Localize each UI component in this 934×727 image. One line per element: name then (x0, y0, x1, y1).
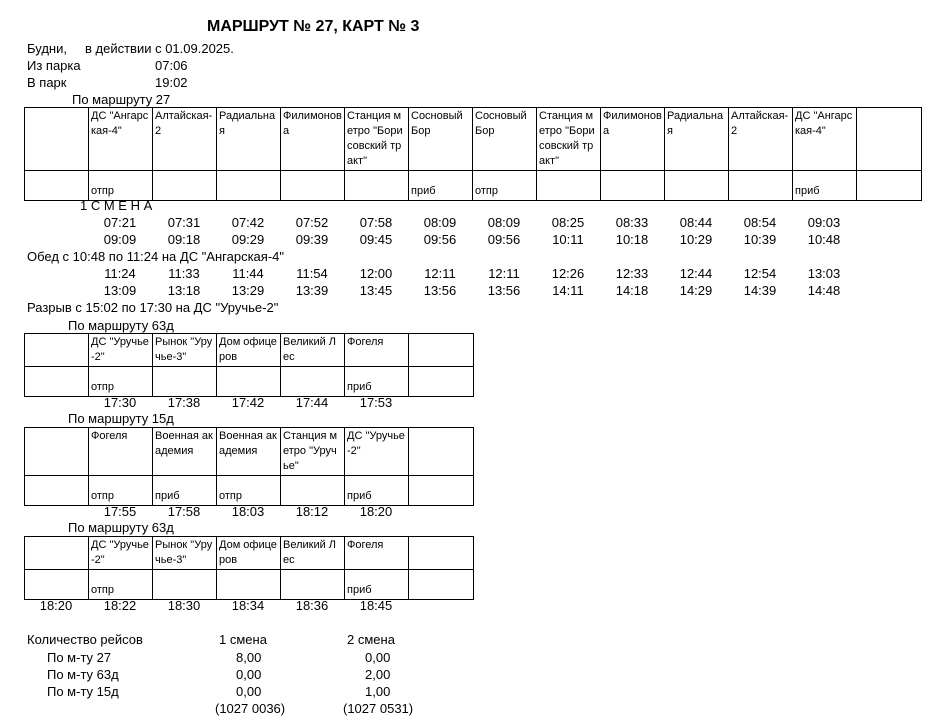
empty-cell (409, 334, 474, 367)
time-cell: 13:56 (487, 283, 521, 298)
time-cell: 09:18 (167, 232, 201, 247)
stop-name-cell: Сосновый Бор (473, 108, 537, 171)
summary-row-v1: 0,00 (236, 667, 262, 682)
time-cell: 12:33 (615, 266, 649, 281)
time-cell: 12:11 (488, 266, 520, 281)
time-cell: 17:44 (295, 395, 329, 410)
stop-name-cell: Радиальная (665, 108, 729, 171)
stop-name-cell: Филимонова (281, 108, 345, 171)
summary-code2: (1027 0531) (343, 701, 414, 716)
time-cell: 13:18 (167, 283, 201, 298)
stop-name-cell: Рынок "Уручье-3" (153, 334, 217, 367)
stop-name-cell: Фогеля (89, 428, 153, 476)
empty-cell (25, 570, 89, 600)
stop-name-cell: Алтайская-2 (729, 108, 793, 171)
time-cell: 18:34 (231, 598, 265, 613)
empty-cell (25, 171, 89, 201)
time-cell: 10:11 (552, 232, 584, 247)
time-cell: 11:44 (232, 266, 264, 281)
stop-mark-cell (153, 171, 217, 201)
summary-row-v1: 8,00 (236, 650, 262, 665)
time-cell: 12:11 (424, 266, 456, 281)
empty-cell (409, 570, 474, 600)
break-note: Разрыв с 15:02 по 17:30 на ДС "Уручье-2" (27, 300, 279, 315)
time-cell: 14:11 (552, 283, 584, 298)
time-cell: 08:54 (743, 215, 777, 230)
time-cell: 18:30 (167, 598, 201, 613)
stop-name-cell: Великий Лес (281, 334, 345, 367)
time-cell: 09:45 (359, 232, 393, 247)
time-cell: 18:12 (295, 504, 329, 519)
route-label-15d: По маршруту 15д (68, 411, 174, 426)
stops-table-63d-1 (24, 333, 474, 397)
empty-cell (409, 428, 474, 476)
time-cell: 08:44 (679, 215, 713, 230)
time-cell: 13:03 (807, 266, 841, 281)
time-cell: 14:48 (807, 283, 841, 298)
lunch-note: Обед с 10:48 по 11:24 на ДС "Ангарская-4" (27, 249, 284, 264)
stop-mark-cell (345, 171, 409, 201)
time-cell: 09:09 (103, 232, 137, 247)
stop-name-cell: Военная академия (153, 428, 217, 476)
time-cell: 09:39 (295, 232, 329, 247)
summary-col1: 1 смена (219, 632, 267, 647)
time-cell: 09:29 (231, 232, 265, 247)
stop-mark-cell: отпр (217, 476, 281, 506)
from-park-label: Из парка (27, 58, 81, 73)
stops-table-27 (24, 107, 922, 201)
stop-mark-cell: приб (345, 367, 409, 397)
summary-row-v2: 1,00 (365, 684, 391, 699)
to-park-label: В парк (27, 75, 67, 90)
stop-name-cell: Дом офицеров (217, 334, 281, 367)
summary-col2: 2 смена (347, 632, 395, 647)
stop-mark-cell (281, 476, 345, 506)
time-cell: 12:44 (679, 266, 713, 281)
summary-label: Количество рейсов (27, 632, 143, 647)
stop-name-cell: ДС "Ангарская-4" (89, 108, 153, 171)
first-time: 18:20 (39, 598, 73, 613)
time-cell: 08:09 (423, 215, 457, 230)
time-cell: 18:22 (103, 598, 137, 613)
page-title: МАРШРУТ № 27, КАРТ № 3 (207, 18, 420, 35)
stop-name-cell: ДС "Уручье-2" (89, 537, 153, 570)
time-cell: 14:39 (743, 283, 777, 298)
summary-row-v2: 2,00 (365, 667, 391, 682)
summary-row-v1: 0,00 (236, 684, 262, 699)
stop-mark-cell: приб (793, 171, 857, 201)
shift-label: 1 С М Е Н А (80, 198, 153, 213)
time-cell: 17:38 (167, 395, 201, 410)
time-cell: 07:31 (167, 215, 201, 230)
empty-cell (409, 537, 474, 570)
from-park-time: 07:06 (155, 58, 188, 73)
stop-name-cell: ДС "Ангарская-4" (793, 108, 857, 171)
stop-name-cell: Рынок "Уручье-3" (153, 537, 217, 570)
time-cell: 14:29 (679, 283, 713, 298)
time-cell: 13:45 (359, 283, 393, 298)
stop-mark-cell (217, 570, 281, 600)
time-cell: 13:39 (295, 283, 329, 298)
stop-mark-cell: приб (345, 476, 409, 506)
empty-cell (857, 171, 922, 201)
time-cell: 07:21 (103, 215, 137, 230)
day-type: Будни, (27, 41, 67, 56)
stop-mark-cell: приб (153, 476, 217, 506)
stop-name-cell: Филимонова (601, 108, 665, 171)
empty-cell (25, 367, 89, 397)
time-cell: 12:00 (359, 266, 393, 281)
time-cell: 09:03 (807, 215, 841, 230)
time-cell: 08:33 (615, 215, 649, 230)
time-cell: 17:53 (359, 395, 393, 410)
time-cell: 07:58 (359, 215, 393, 230)
stop-mark-cell (217, 171, 281, 201)
stops-table-15d (24, 427, 474, 506)
stop-name-cell: ДС "Уручье-2" (89, 334, 153, 367)
time-cell: 13:29 (231, 283, 265, 298)
time-cell: 10:29 (679, 232, 713, 247)
summary-row-label: По м-ту 63д (47, 667, 119, 682)
empty-cell (25, 428, 89, 476)
time-cell: 18:20 (359, 504, 393, 519)
stop-mark-cell (281, 367, 345, 397)
time-cell: 14:18 (615, 283, 649, 298)
stop-name-cell: Фогеля (345, 334, 409, 367)
stop-name-cell: Станция метро "Уручье" (281, 428, 345, 476)
time-cell: 11:54 (296, 266, 328, 281)
stop-mark-cell (665, 171, 729, 201)
time-cell: 17:42 (231, 395, 265, 410)
time-cell: 09:56 (487, 232, 521, 247)
time-cell: 08:25 (551, 215, 585, 230)
empty-cell (25, 476, 89, 506)
time-cell: 12:54 (743, 266, 777, 281)
stop-mark-cell: отпр (89, 171, 153, 201)
time-cell: 10:48 (807, 232, 841, 247)
valid-from: в действии с 01.09.2025. (85, 41, 234, 56)
time-cell: 12:26 (551, 266, 585, 281)
time-cell: 11:33 (168, 266, 200, 281)
empty-cell (25, 108, 89, 171)
summary-row-v2: 0,00 (365, 650, 391, 665)
route-label-63d-1: По маршруту 63д (68, 318, 174, 333)
stop-name-cell: Алтайская-2 (153, 108, 217, 171)
stop-name-cell: Станция метро "Борисовский тракт" (345, 108, 409, 171)
summary-row-label: По м-ту 15д (47, 684, 119, 699)
stop-mark-cell (217, 367, 281, 397)
empty-cell (409, 367, 474, 397)
stop-mark-cell: приб (409, 171, 473, 201)
stops-table-63d-2 (24, 536, 474, 600)
empty-cell (857, 108, 922, 171)
stop-mark-cell (729, 171, 793, 201)
summary-row-label: По м-ту 27 (47, 650, 112, 665)
stop-name-cell: ДС "Уручье-2" (345, 428, 409, 476)
stop-name-cell: Военная академия (217, 428, 281, 476)
stop-mark-cell: отпр (473, 171, 537, 201)
time-cell: 10:39 (743, 232, 777, 247)
stop-name-cell: Великий Лес (281, 537, 345, 570)
stop-mark-cell: отпр (89, 476, 153, 506)
time-cell: 17:30 (103, 395, 137, 410)
stop-mark-cell (281, 570, 345, 600)
time-cell: 08:09 (487, 215, 521, 230)
time-cell: 07:42 (231, 215, 265, 230)
stop-mark-cell (153, 367, 217, 397)
time-cell: 13:56 (423, 283, 457, 298)
time-cell: 11:24 (104, 266, 136, 281)
time-cell: 09:56 (423, 232, 457, 247)
to-park-time: 19:02 (155, 75, 188, 90)
empty-cell (409, 476, 474, 506)
stop-mark-cell: отпр (89, 367, 153, 397)
route-label-63d-2: По маршруту 63д (68, 520, 174, 535)
time-cell: 18:45 (359, 598, 393, 613)
stop-mark-cell (601, 171, 665, 201)
stop-name-cell: Радиальная (217, 108, 281, 171)
time-cell: 10:18 (615, 232, 649, 247)
time-cell: 07:52 (295, 215, 329, 230)
time-cell: 13:09 (103, 283, 137, 298)
stop-name-cell: Фогеля (345, 537, 409, 570)
route-label-27: По маршруту 27 (72, 92, 171, 107)
stop-name-cell: Дом офицеров (217, 537, 281, 570)
empty-cell (25, 537, 89, 570)
stop-name-cell: Сосновый Бор (409, 108, 473, 171)
time-cell: 17:58 (167, 504, 201, 519)
stop-mark-cell (537, 171, 601, 201)
stop-name-cell: Станция метро "Борисовский тракт" (537, 108, 601, 171)
stop-mark-cell (153, 570, 217, 600)
time-cell: 17:55 (103, 504, 137, 519)
stop-mark-cell (281, 171, 345, 201)
time-cell: 18:36 (295, 598, 329, 613)
time-cell: 18:03 (231, 504, 265, 519)
stop-mark-cell: приб (345, 570, 409, 600)
summary-code1: (1027 0036) (215, 701, 286, 716)
empty-cell (25, 334, 89, 367)
stop-mark-cell: отпр (89, 570, 153, 600)
